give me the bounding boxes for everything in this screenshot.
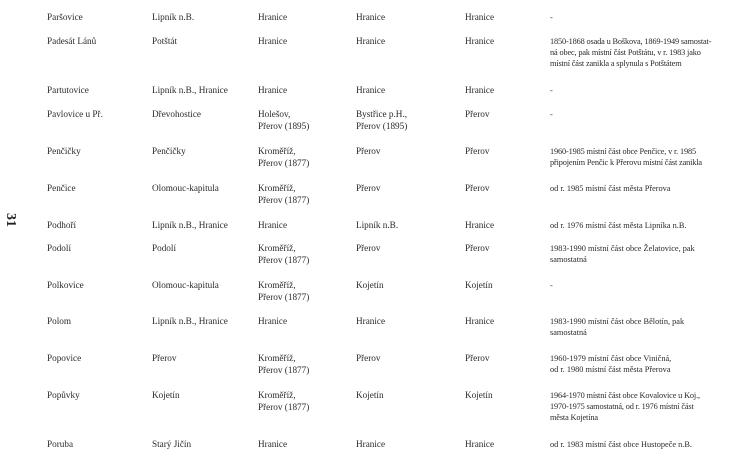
panstvi-cell: Olomouc-kapitula: [152, 183, 219, 193]
panstvi-cell: Olomouc-kapitula: [152, 280, 219, 290]
column-5-cell: Přerov: [465, 243, 490, 253]
obec-cell: Polkovice: [47, 280, 84, 290]
obec-cell: Podolí: [47, 243, 71, 253]
column-3-cell: Hranice: [258, 85, 288, 95]
column-3-cell: Hranice: [258, 439, 288, 449]
column-3-cell: Kroměříž, Přerov (1877): [258, 353, 310, 375]
column-5-cell: Kojetín: [465, 280, 493, 290]
panstvi-cell: Dřevohostice: [152, 109, 201, 119]
column-4-cell: Kojetín: [356, 280, 384, 290]
column-4-cell: Hranice: [356, 85, 386, 95]
column-3-cell: Kroměříž, Přerov (1877): [258, 183, 310, 205]
column-3-cell: Hranice: [258, 316, 288, 326]
panstvi-cell: Starý Jičín: [152, 439, 192, 449]
poznamka-cell: -: [550, 86, 553, 95]
poznamka-cell: od r. 1976 místní část města Lipníka n.B.: [550, 221, 687, 230]
column-3-cell: Kroměříž, Přerov (1877): [258, 280, 310, 302]
column-4-cell: Hranice: [356, 36, 386, 46]
obec-cell: Poruba: [47, 439, 74, 449]
poznamka-cell: od r. 1983 místní část obce Hustopeče n.B.: [550, 440, 692, 449]
obec-cell: Popovice: [47, 353, 82, 363]
panstvi-cell: Penčičky: [152, 146, 186, 156]
column-4-cell: Přerov: [356, 243, 381, 253]
column-5-cell: Přerov: [465, 146, 490, 156]
column-5-cell: Přerov: [465, 109, 490, 119]
column-5-cell: Hranice: [465, 85, 495, 95]
obec-cell: Paršovice: [47, 12, 83, 22]
obec-cell: Penčičky: [47, 146, 81, 156]
panstvi-cell: Podolí: [152, 243, 176, 253]
column-4-cell: Hranice: [356, 439, 386, 449]
column-5-cell: Hranice: [465, 12, 495, 22]
column-4-cell: Bystřice p.H., Přerov (1895): [356, 109, 408, 131]
column-5-cell: Přerov: [465, 183, 490, 193]
column-3-cell: Kroměříž, Přerov (1877): [258, 146, 310, 168]
column-3-cell: Kroměříž, Přerov (1877): [258, 243, 310, 265]
column-5-cell: Hranice: [465, 220, 495, 230]
panstvi-cell: Přerov: [152, 353, 177, 363]
poznamka-cell: -: [550, 281, 553, 290]
column-3-cell: Hranice: [258, 36, 288, 46]
column-5-cell: Přerov: [465, 353, 490, 363]
poznamka-cell: -: [550, 13, 553, 22]
column-4-cell: Přerov: [356, 353, 381, 363]
column-4-cell: Kojetín: [356, 390, 384, 400]
column-3-cell: Kroměříž, Přerov (1877): [258, 390, 310, 412]
column-4-cell: Přerov: [356, 183, 381, 193]
column-4-cell: Hranice: [356, 316, 386, 326]
column-3-cell: Hranice: [258, 220, 288, 230]
column-5-cell: Hranice: [465, 36, 495, 46]
column-5-cell: Hranice: [465, 439, 495, 449]
obec-cell: Polom: [47, 316, 71, 326]
panstvi-cell: Lipník n.B., Hranice: [152, 316, 228, 326]
column-5-cell: Hranice: [465, 316, 495, 326]
obec-cell: Padesát Lánů: [47, 36, 97, 46]
poznamka-cell: 1850-1868 osada u Boškova, 1869-1949 samostat- ná obec, pak místní část Potštátu, v r. 1983 jako místní část zanikla a splynula s Potštátem: [550, 37, 712, 69]
obec-cell: Pavlovice u Př.: [47, 109, 103, 119]
column-4-cell: Přerov: [356, 146, 381, 156]
poznamka-cell: 1960-1979 místní část obce Viničná, od r. 1980 místní část města Přerova: [550, 354, 672, 375]
column-5-cell: Kojetín: [465, 390, 493, 400]
panstvi-cell: Lipník n.B.: [152, 12, 195, 22]
panstvi-cell: Lipník n.B., Hranice: [152, 85, 228, 95]
column-3-cell: Holešov, Přerov (1895): [258, 109, 310, 131]
obec-cell: Penčice: [47, 183, 76, 193]
poznamka-cell: -: [550, 110, 553, 119]
panstvi-cell: Kojetín: [152, 390, 180, 400]
poznamka-cell: od r. 1985 místní část města Přerova: [550, 184, 671, 193]
column-4-cell: Hranice: [356, 12, 386, 22]
poznamka-cell: 1983-1990 místní část obce Želatovice, pak samostatná: [550, 244, 695, 265]
obec-cell: Podhoří: [47, 220, 77, 230]
column-3-cell: Hranice: [258, 12, 288, 22]
panstvi-cell: Potštát: [152, 36, 178, 46]
obec-cell: Partutovice: [47, 85, 89, 95]
poznamka-cell: 1960-1985 místní část obce Penčice, v r. 1985 připojením Penčic k Přerovu místní část zanikla: [550, 147, 702, 168]
obec-cell: Popůvky: [47, 390, 80, 400]
column-4-cell: Lipník n.B.: [356, 220, 399, 230]
panstvi-cell: Lipník n.B., Hranice: [152, 220, 228, 230]
page-number: 31: [3, 213, 18, 227]
poznamka-cell: 1983-1990 místní část obce Bělotín, pak samostatná: [550, 317, 685, 338]
poznamka-cell: 1964-1970 místní část obce Kovalovice u Koj., 1970-1975 samostatná, od r. 1976 místní část města Kojetína: [550, 391, 700, 423]
